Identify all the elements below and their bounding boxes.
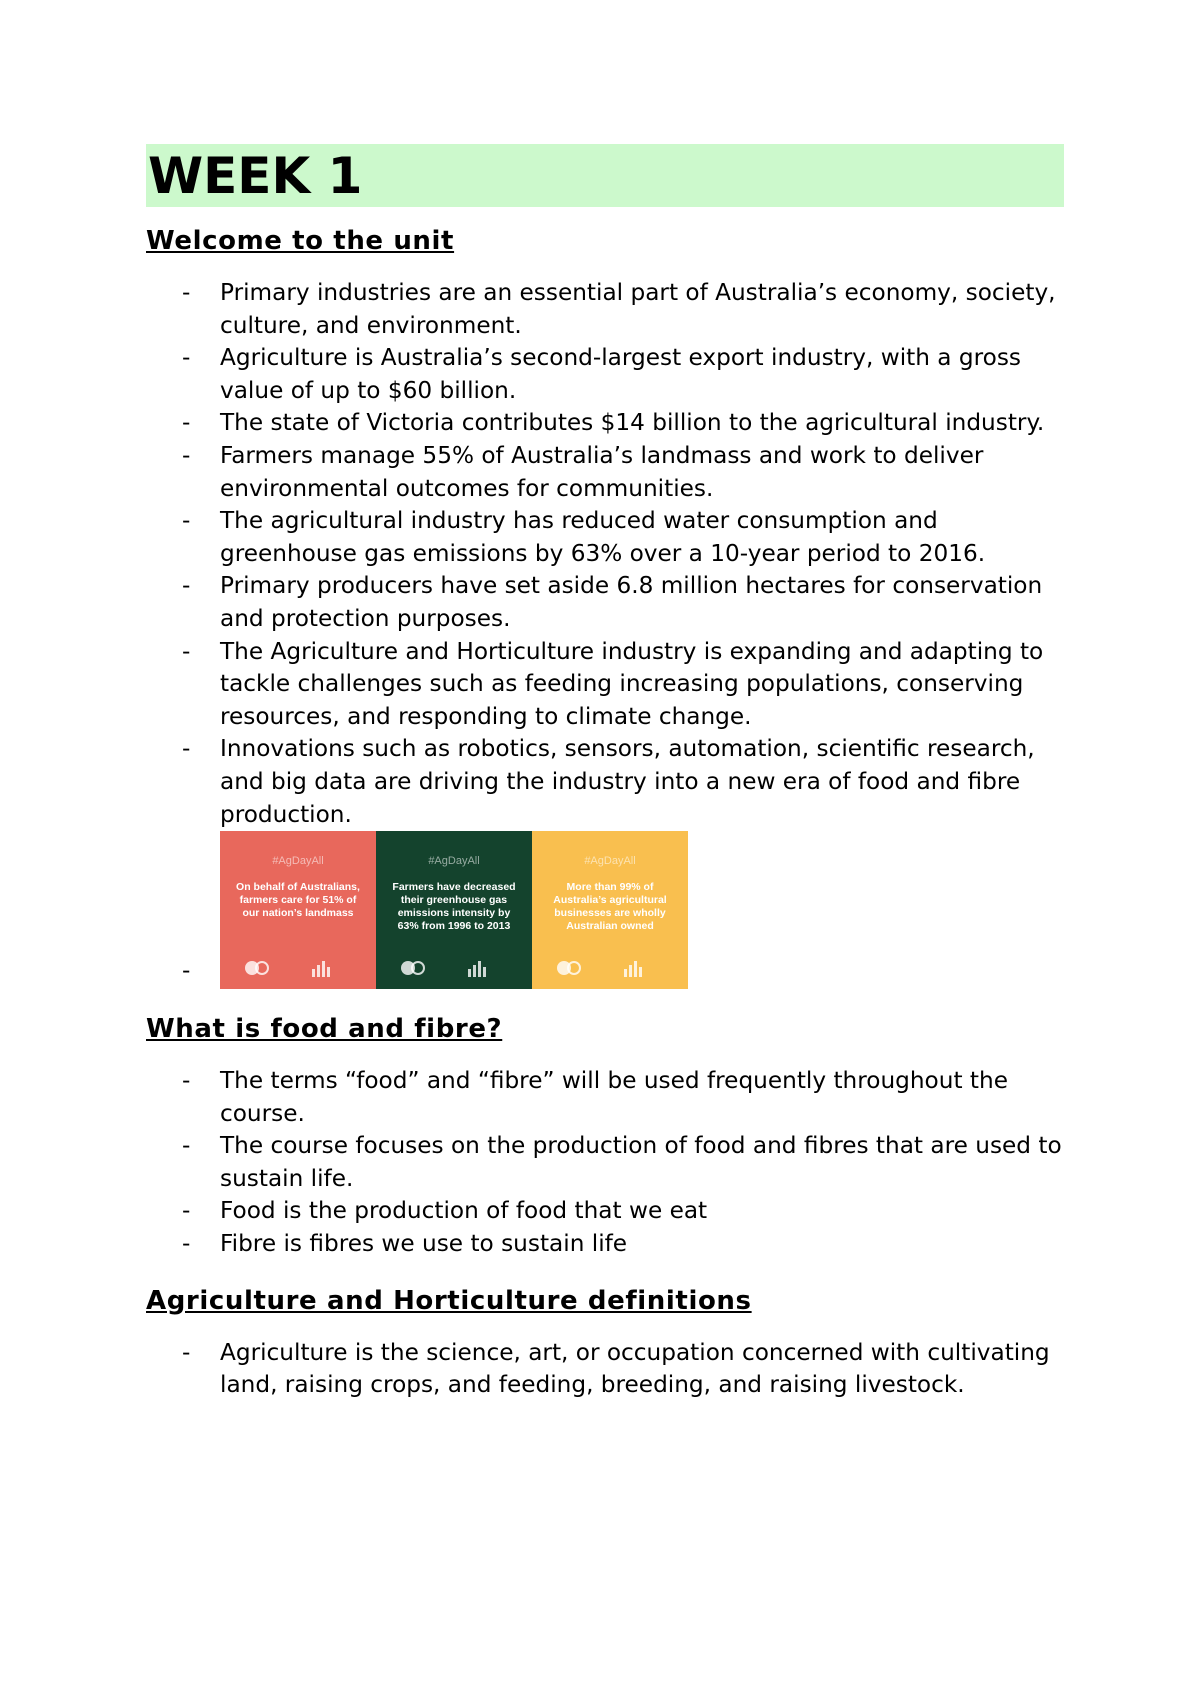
list-item-text: Agriculture is the science, art, or occupation concerned with cultivating land, raising crops, and feeding, breeding, and raising livestock. <box>220 1338 1050 1399</box>
list-item-text: The course focuses on the production of food and fibres that are used to sustain life. <box>220 1132 1062 1192</box>
list-item-text: Innovations such as robotics, sensors, automation, scientific research, and big data are driving the industry into a new era of food and fibre production. <box>220 735 1035 828</box>
list-item-text: The agricultural industry has reduced water consumption and greenhouse gas emissions by 63% over a 10-year period to 2016. <box>220 507 986 567</box>
food-fibre-list <box>146 1065 1064 1261</box>
bullet-dash: - <box>182 409 191 437</box>
tile-logos <box>532 959 688 977</box>
document-content <box>146 144 1064 1402</box>
list-item-text: The state of Victoria contributes $14 billion to the agricultural industry. <box>220 409 1045 437</box>
section-heading-definitions: Agriculture and Horticulture definitions <box>146 1285 752 1316</box>
list-item-text: Food is the production of food that we eat <box>220 1197 708 1225</box>
list-item-text: Fibre is fibres we use to sustain life <box>220 1230 628 1258</box>
list-item-text: The terms “food” and “fibre” will be used frequently throughout the course. <box>220 1067 1008 1127</box>
infographic-tile-ownership <box>532 831 688 989</box>
bullet-dash: - <box>182 441 191 469</box>
welcome-list <box>146 277 1064 989</box>
bullet-dash: - <box>182 1197 191 1225</box>
bullet-dash: - <box>182 957 191 985</box>
list-item <box>146 1130 1064 1195</box>
nff-logo-icon <box>553 959 583 977</box>
tile-text: More than 99% of Australia’s agricultural businesses are wholly Australian owned <box>553 881 667 933</box>
tile-hashtag: #AgDayAll <box>272 855 324 868</box>
list-item <box>146 1228 1064 1261</box>
list-item <box>146 277 1064 342</box>
list-item-text: Primary industries are an essential part of Australia’s economy, society, culture, and environment. <box>220 279 1056 339</box>
list-item <box>146 440 1064 505</box>
bullet-dash: - <box>182 735 191 763</box>
list-item-image <box>146 831 1064 989</box>
list-item <box>146 570 1064 635</box>
tile-logos <box>220 959 376 977</box>
list-item <box>146 733 1064 831</box>
agday-infographic <box>220 831 688 989</box>
bullet-dash: - <box>182 1067 191 1095</box>
nff-logo-icon <box>241 959 271 977</box>
section-heading-welcome: Welcome to the unit <box>146 226 455 256</box>
farmers-federation-logo-icon <box>624 959 668 977</box>
infographic-tile-emissions <box>376 831 532 989</box>
list-item <box>146 636 1064 734</box>
farmers-federation-logo-icon <box>312 959 356 977</box>
tile-logos <box>376 959 532 977</box>
list-item <box>146 407 1064 440</box>
section-heading-food-fibre: What is food and fibre? <box>146 1014 503 1045</box>
bullet-dash: - <box>182 279 191 306</box>
list-item <box>146 342 1064 407</box>
bullet-dash: - <box>182 637 191 665</box>
bullet-dash: - <box>182 572 191 600</box>
list-item-text: Primary producers have set aside 6.8 million hectares for conservation and protection purposes. <box>220 572 1043 632</box>
tile-hashtag: #AgDayAll <box>428 855 480 868</box>
nff-logo-icon <box>397 959 427 977</box>
bullet-dash: - <box>182 1132 191 1160</box>
list-item-text: The Agriculture and Horticulture industry is expanding and adapting to tackle challenges such as feeding increasing populations, conserving resources, and responding to climate change. <box>220 637 1044 730</box>
bullet-dash: - <box>182 507 191 535</box>
list-item <box>146 1195 1064 1228</box>
tile-text: Farmers have decreased their greenhouse gas emissions intensity by 63% from 1996 to 2013 <box>392 881 516 933</box>
infographic-tile-landmass <box>220 831 376 989</box>
list-item <box>146 505 1064 570</box>
farmers-federation-logo-icon <box>468 959 512 977</box>
week-title: WEEK 1 <box>146 144 1064 207</box>
bullet-dash: - <box>182 1230 191 1258</box>
list-item <box>146 1065 1064 1130</box>
list-item-text: Agriculture is Australia’s second-largest export industry, with a gross value of up to $60 billion. <box>220 344 1021 404</box>
list-item <box>146 1337 1064 1402</box>
tile-hashtag: #AgDayAll <box>584 855 636 868</box>
bullet-dash: - <box>182 1338 191 1366</box>
tile-text: On behalf of Australians, farmers care for 51% of our nation’s landmass <box>236 881 360 920</box>
definitions-list <box>146 1337 1064 1402</box>
list-item-text: Farmers manage 55% of Australia’s landmass and work to deliver environmental outcomes for communities. <box>220 441 984 502</box>
bullet-dash: - <box>182 344 191 372</box>
